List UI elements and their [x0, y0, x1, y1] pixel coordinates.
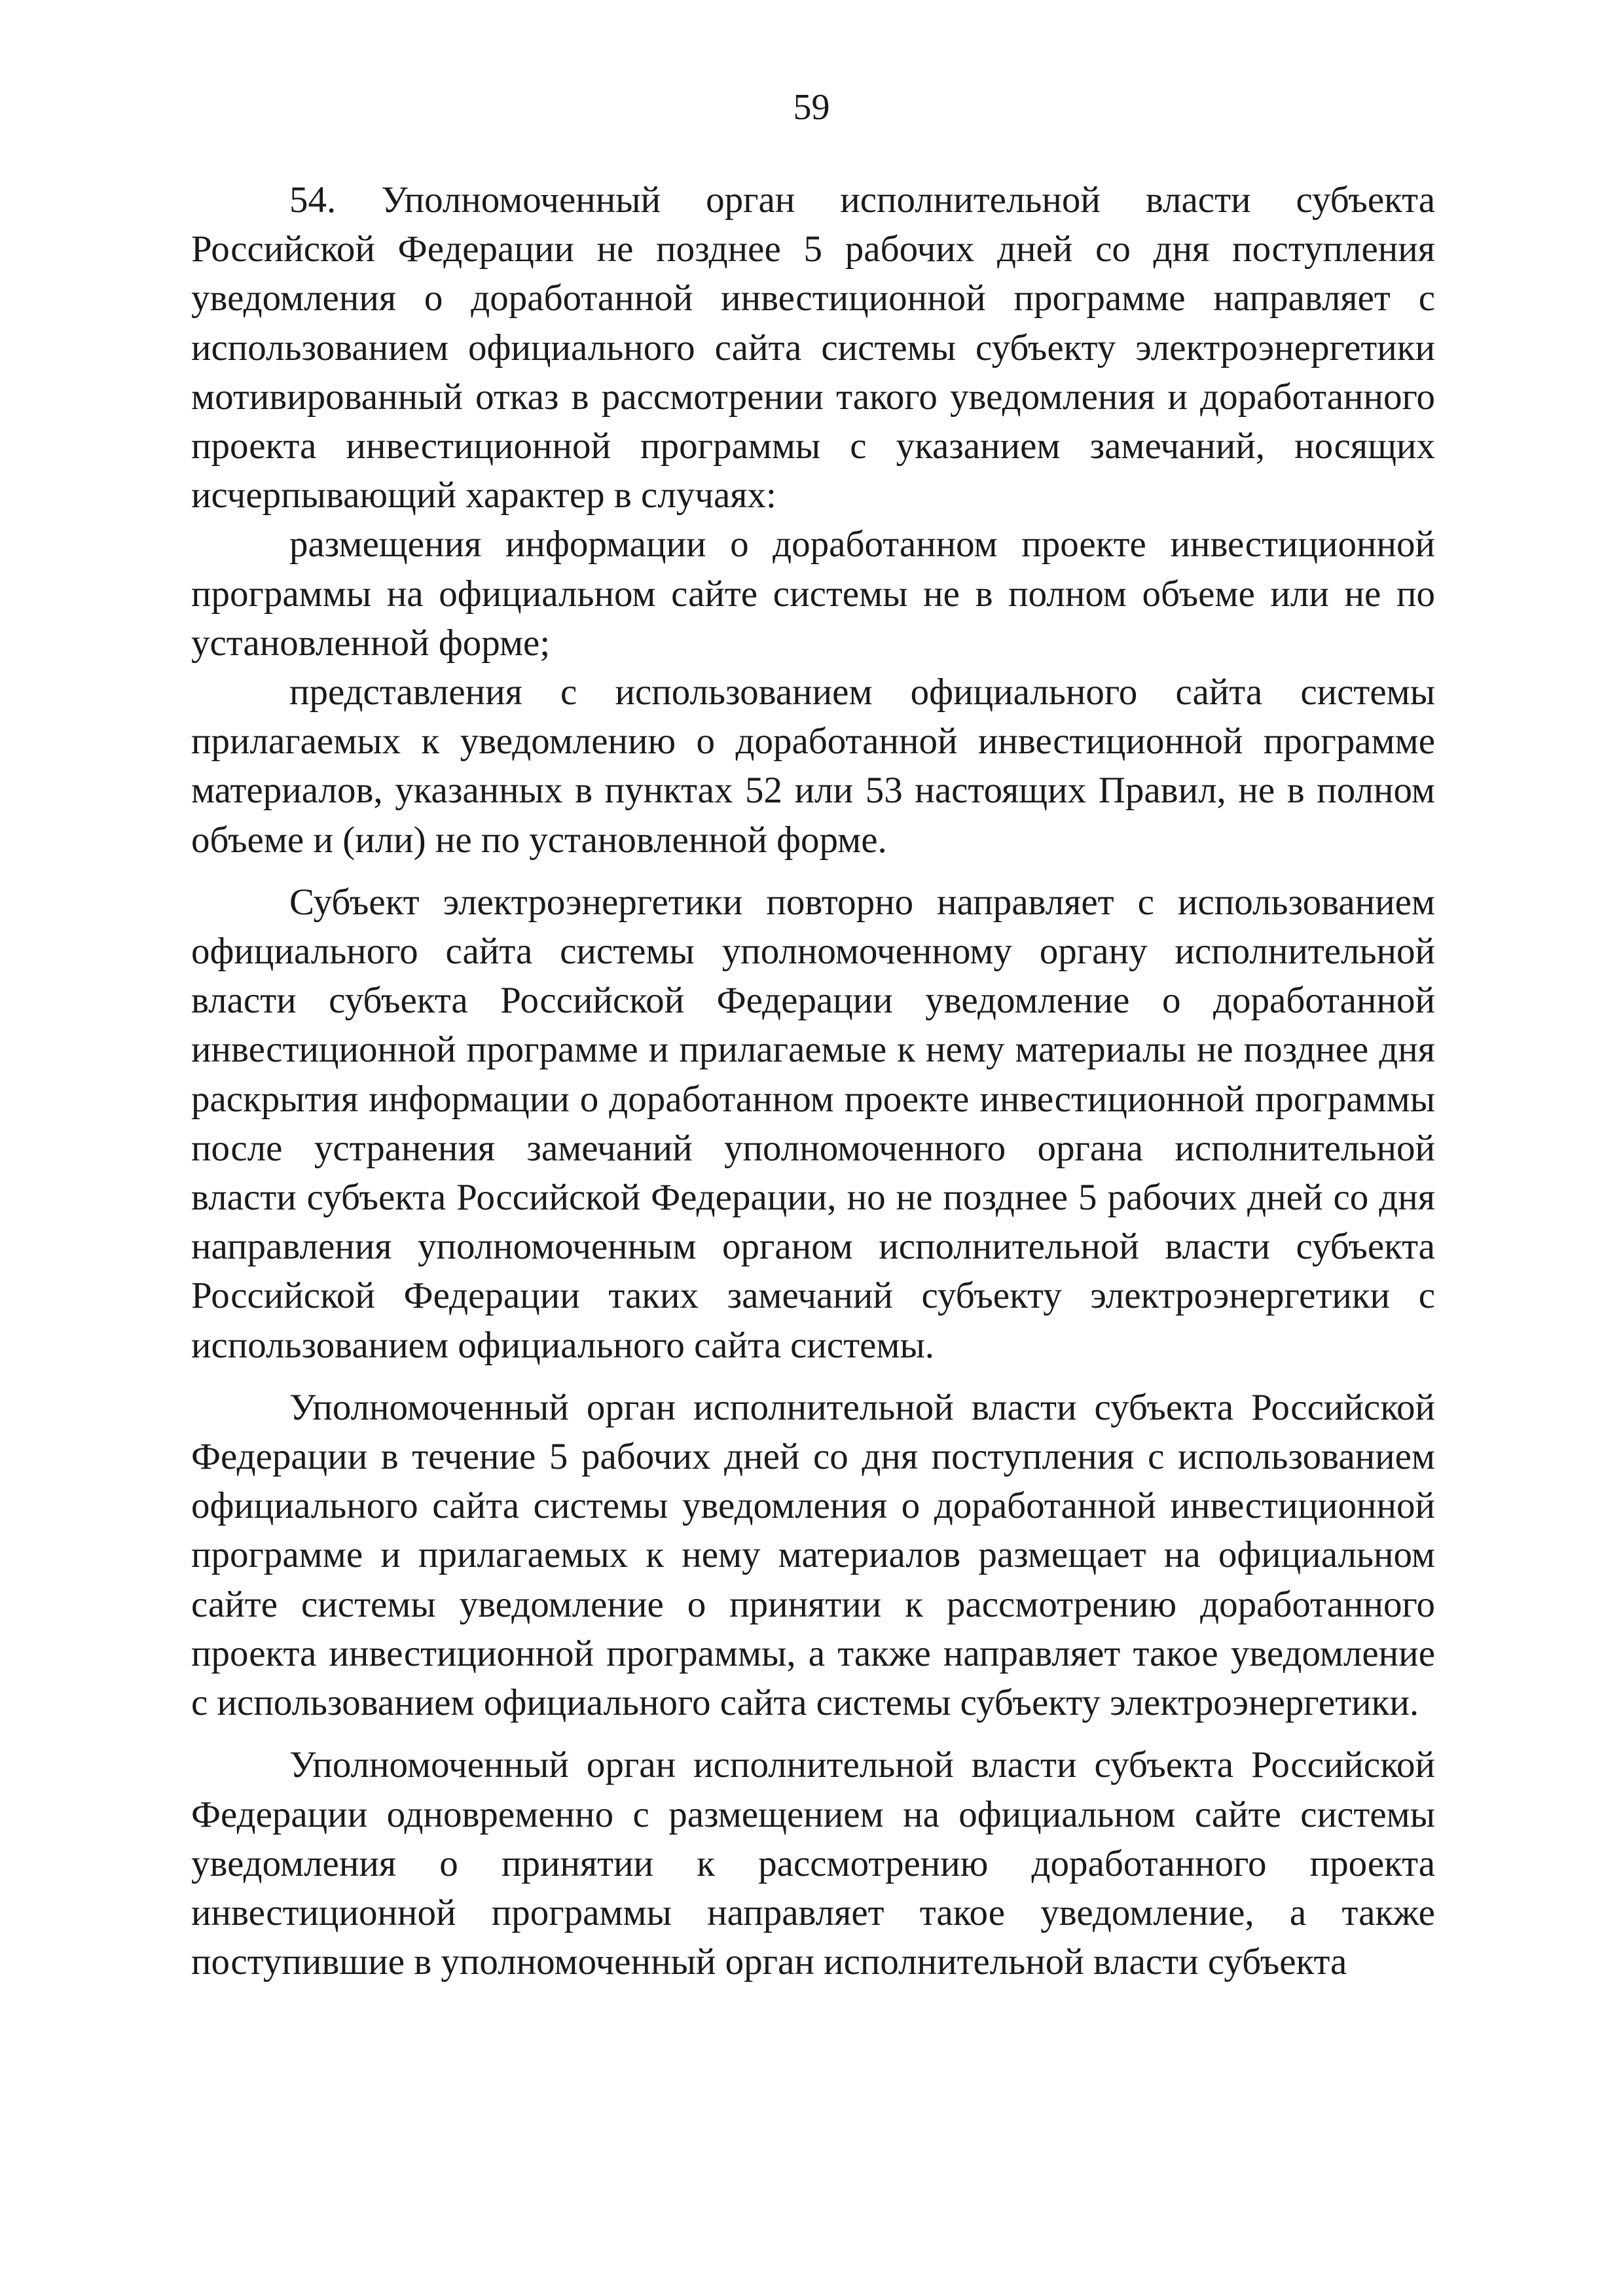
paragraph-case-submission: представления с использованием официального сайта системы прилагаемых к уведомлению о доработанной инвестиционной программе материалов, указанных в пунктах 52 или 53 настоящих Правил, не в полном объеме и (или) не по установленной форме.: [191, 672, 1435, 861]
paragraph-acceptance-notice: Уполномоченный орган исполнительной власти субъекта Российской Федерации в течение 5 рабочих дней со дня поступления с использованием официального сайта системы уведомления о доработанной инвестиционной программе и прилагаемых к нему материалов размещает на официальном сайте системы уведомление о принятии к рассмотрению доработанного проекта инвестиционной программы, а также направляет такое уведомление с использованием официального сайта системы субъекту электроэнергетики.: [191, 1386, 1435, 1724]
paragraph-54: 54. Уполномоченный орган исполнительной власти субъекта Российской Федерации не позднее 5 рабочих дней со дня поступления уведомления о доработанной инвестиционной программе направляет с использованием официального сайта системы субъекту электроэнергетики мотивированный отказ в рассмотрении такого уведомления и доработанного проекта инвестиционной программы с указанием замечаний, носящих исчерпывающий характер в случаях:: [191, 179, 1435, 516]
paragraph-case-placement: размещения информации о доработанном проекте инвестиционной программы на официальном сайте системы не в полном объеме или не по установленной форме;: [191, 524, 1435, 664]
page-number: 59: [793, 87, 830, 128]
paragraph-simultaneous-notice: Уполномоченный орган исполнительной власти субъекта Российской Федерации одновременно с размещением на официальном сайте системы уведомления о принятии к рассмотрению доработанного проекта инвестиционной программы направляет такое уведомление, а также поступившие в уполномоченный орган исполнительной власти субъекта: [191, 1744, 1435, 1983]
paragraph-resubmission: Субъект электроэнергетики повторно направляет с использованием официального сайта системы уполномоченному органу исполнительной власти субъекта Российской Федерации уведомление о доработанной инвестиционной программе и прилагаемые к нему материалы не позднее дня раскрытия информации о доработанном проекте инвестиционной программы после устранения замечаний уполномоченного органа исполнительной власти субъекта Российской Федерации, но не позднее 5 рабочих дней со дня направления уполномоченным органом исполнительной власти субъекта Российской Федерации таких замечаний субъекту электроэнергетики с использованием официального сайта системы.: [191, 881, 1435, 1366]
document-body: [191, 175, 1435, 1986]
